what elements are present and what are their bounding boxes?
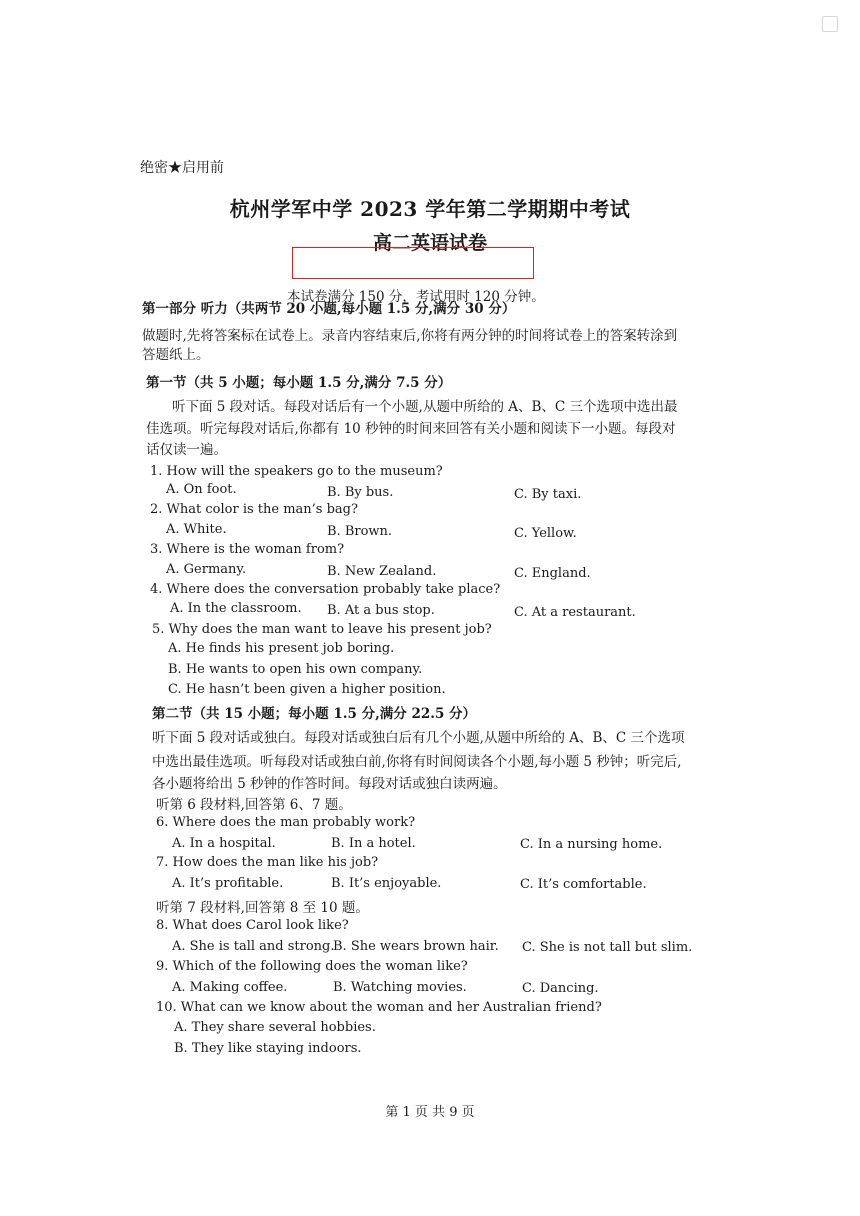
section1-instruction-end: 话仅读一遍。	[146, 442, 227, 458]
exam-info: 本试卷满分 150 分，考试用时 120 分钟。	[287, 289, 545, 305]
question-7: 7. How does the man like his job?	[156, 855, 379, 870]
part1-instruction: 做题时,先将答案标在试卷上。录音内容结束后,你将有两分钟的时间将试卷上的答案转涂到	[142, 328, 678, 344]
question-10: 10. What can we know about the woman and her Australian friend?	[156, 1000, 602, 1015]
q9-option-b: B. Watching movies.	[333, 980, 467, 995]
question-1: 1. How will the speakers go to the museum?	[150, 464, 443, 479]
corner-mark	[822, 16, 838, 32]
question-8: 8. What does Carol look like?	[156, 918, 349, 933]
part1-instruction-cont: 答题纸上。	[142, 347, 210, 363]
exam-title: 杭州学军中学 2023 学年第二学期期中考试	[229, 197, 631, 221]
exam-subtitle: 高二英语试卷	[372, 232, 487, 254]
confidential-label: 绝密★启用前	[140, 160, 224, 176]
q6-option-a: A. In a hospital.	[172, 836, 276, 851]
question-4: 4. Where does the conversation probably take place?	[150, 582, 501, 597]
q7-option-c: C. It’s comfortable.	[520, 877, 647, 892]
section2-instruction-end: 各小题将给出 5 秒钟的作答时间。每段对话或独白读两遍。	[152, 776, 507, 792]
q10-option-a: A. They share several hobbies.	[174, 1020, 376, 1035]
q6-option-c: C. In a nursing home.	[520, 837, 663, 852]
q8-option-b: B. She wears brown hair.	[333, 939, 499, 954]
section2-heading: 第二节（共 15 小题；每小题 1.5 分,满分 22.5 分）	[152, 706, 477, 722]
redaction-box	[292, 247, 534, 279]
q8-option-a: A. She is tall and strong.	[172, 939, 335, 954]
section1-instruction-cont: 佳选项。听完每段对话后,你都有 10 秒钟的时间来回答有关小题和阅读下一小题。每段对	[146, 421, 676, 437]
q1-option-c: C. By taxi.	[514, 487, 582, 502]
question-5: 5. Why does the man want to leave his present job?	[152, 622, 492, 637]
q2-option-b: B. Brown.	[327, 524, 393, 539]
q2-option-a: A. White.	[166, 522, 227, 537]
section2-instruction: 听下面 5 段对话或独白。每段对话或独白后有几个小题,从题中所给的 A、B、C 三个选项	[152, 730, 685, 746]
page-number: 第 1 页 共 9 页	[385, 1105, 475, 1120]
q3-option-b: B. New Zealand.	[327, 564, 437, 579]
q4-option-b: B. At a bus stop.	[327, 603, 435, 618]
q4-option-a: A. In the classroom.	[170, 601, 302, 616]
q6-option-b: B. In a hotel.	[331, 836, 416, 851]
section1-instruction: 听下面 5 段对话。每段对话后有一个小题,从题中所给的 A、B、C 三个选项中选出最	[172, 399, 678, 415]
q1-option-b: B. By bus.	[327, 485, 394, 500]
section2-instruction-cont: 中选出最佳选项。听每段对话或独白前,你将有时间阅读各个小题,每小题 5 秒钟；听完后,	[152, 754, 682, 770]
q9-option-a: A. Making coffee.	[172, 980, 288, 995]
q7-option-b: B. It’s enjoyable.	[331, 876, 442, 891]
section1-heading: 第一节（共 5 小题；每小题 1.5 分,满分 7.5 分）	[146, 375, 452, 391]
q4-option-c: C. At a restaurant.	[514, 605, 636, 620]
q5-option-a: A. He finds his present job boring.	[168, 641, 395, 656]
question-2: 2. What color is the man’s bag?	[150, 502, 358, 517]
q8-option-c: C. She is not tall but slim.	[522, 940, 693, 955]
q5-option-c: C. He hasn’t been given a higher position.	[168, 682, 446, 697]
q3-option-c: C. England.	[514, 566, 591, 581]
q2-option-c: C. Yellow.	[514, 526, 577, 541]
q9-option-c: C. Dancing.	[522, 981, 599, 996]
question-9: 9. Which of the following does the woman like?	[156, 959, 468, 974]
q3-option-a: A. Germany.	[166, 562, 247, 577]
part1-heading: 第一部分 听力（共两节 20 小题,每小题 1.5 分,满分 30 分）	[142, 301, 516, 317]
question-3: 3. Where is the woman from?	[150, 542, 345, 557]
q5-option-b: B. He wants to open his own company.	[168, 662, 423, 677]
question-6: 6. Where does the man probably work?	[156, 815, 416, 830]
material-6-label: 听第 6 段材料,回答第 6、7 题。	[156, 797, 352, 813]
q10-option-b: B. They like staying indoors.	[174, 1041, 362, 1056]
q1-option-a: A. On foot.	[166, 482, 237, 497]
material-7-label: 听第 7 段材料,回答第 8 至 10 题。	[156, 900, 369, 916]
q7-option-a: A. It’s profitable.	[172, 876, 284, 891]
